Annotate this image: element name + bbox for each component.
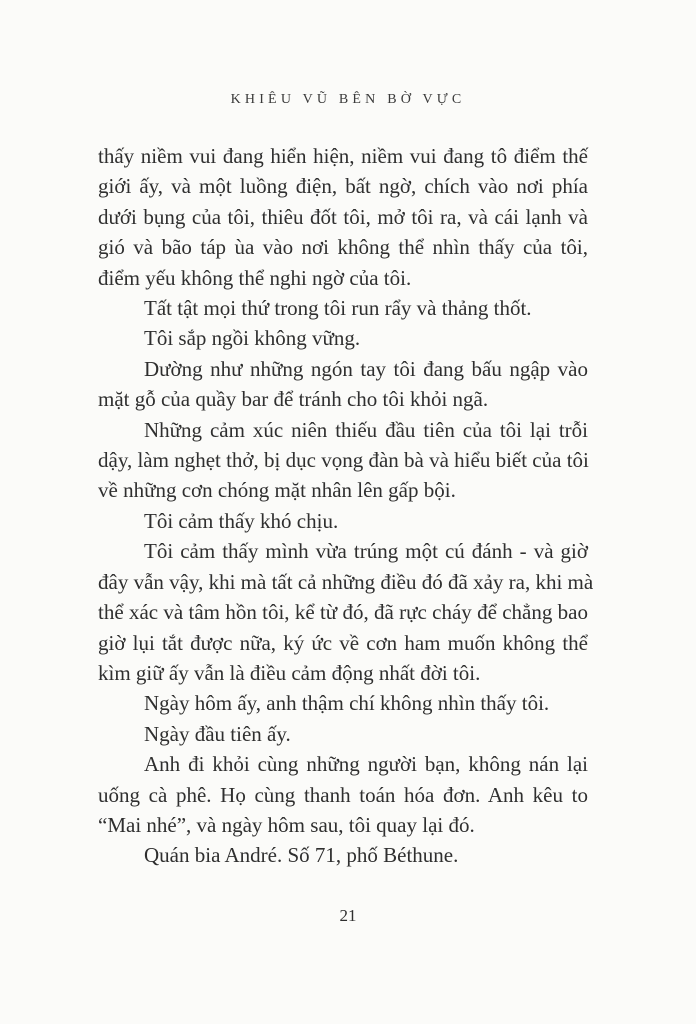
page-number: 21 — [339, 906, 357, 925]
paragraph — [98, 719, 588, 749]
paragraph — [98, 536, 594, 688]
text-line: Những cảm xúc niên thiếu đầu tiên của tôi lại trỗi — [144, 417, 588, 442]
text-line: dưới bụng của tôi, thiêu đốt tôi, mở tôi ra, và cái lạnh và — [98, 204, 588, 229]
text-line: Tôi cảm thấy khó chịu. — [144, 508, 339, 533]
text-line: uống cà phê. Họ cùng thanh toán hóa đơn. Anh kêu to — [98, 782, 588, 807]
paragraph — [98, 354, 588, 415]
text-line: Quán bia André. Số 71, phố Béthune. — [144, 843, 459, 868]
paragraph — [98, 688, 588, 718]
paragraph — [98, 141, 588, 293]
text-line: giờ lụi tắt được nữa, ký ức về cơn ham muốn không thể — [98, 630, 588, 655]
text-line: Ngày hôm ấy, anh thậm chí không nhìn thấy tôi. — [144, 691, 550, 716]
paragraph — [98, 415, 588, 506]
paragraph — [98, 293, 588, 323]
text-line: đây vẫn vậy, khi mà tất cả những điều đó đã xảy ra, khi mà — [98, 569, 594, 594]
text-line: thấy niềm vui đang hiển hiện, niềm vui đang tô điểm thế — [98, 144, 588, 168]
text-line: Dường như những ngón tay tôi đang bấu ngập vào — [144, 356, 588, 381]
text-line: Tôi cảm thấy mình vừa trúng một cú đánh - và giờ — [144, 539, 588, 564]
text-line: điểm yếu không thể nghi ngờ của tôi. — [98, 265, 412, 290]
body-text — [98, 141, 594, 871]
text-line: Tôi sắp ngồi không vững. — [144, 326, 361, 351]
text-line: thể xác và tâm hồn tôi, kể từ đó, đã rực cháy để chẳng bao — [98, 600, 588, 625]
text-line: gió và bão táp ùa vào nơi không thể nhìn thấy của tôi, — [98, 235, 588, 260]
text-line: về những cơn chóng mặt nhân lên gấp bội. — [98, 478, 456, 503]
text-line: “Mai nhé”, và ngày hôm sau, tôi quay lại đó. — [98, 812, 475, 837]
paragraph — [98, 323, 588, 353]
paragraph — [98, 506, 588, 536]
text-line: Tất tật mọi thứ trong tôi run rẩy và thảng thốt. — [144, 296, 532, 321]
text-line: mặt gỗ của quầy bar để tránh cho tôi khỏi ngã. — [98, 387, 489, 412]
text-line: Ngày đầu tiên ấy. — [144, 721, 291, 746]
text-line: kìm giữ ấy vẫn là điều cảm động nhất đời tôi. — [98, 660, 481, 685]
paragraph — [98, 749, 588, 840]
text-line: dậy, làm nghẹt thở, bị dục vọng đàn bà và hiểu biết của tôi — [98, 448, 589, 473]
running-head: KHIÊU VŨ BÊN BỜ VỰC — [230, 92, 466, 107]
paragraph — [98, 840, 588, 870]
text-line: Anh đi khỏi cùng những người bạn, không nán lại — [144, 752, 588, 777]
text-line: giới ấy, và một luồng điện, bất ngờ, chích vào nơi phía — [98, 174, 588, 199]
